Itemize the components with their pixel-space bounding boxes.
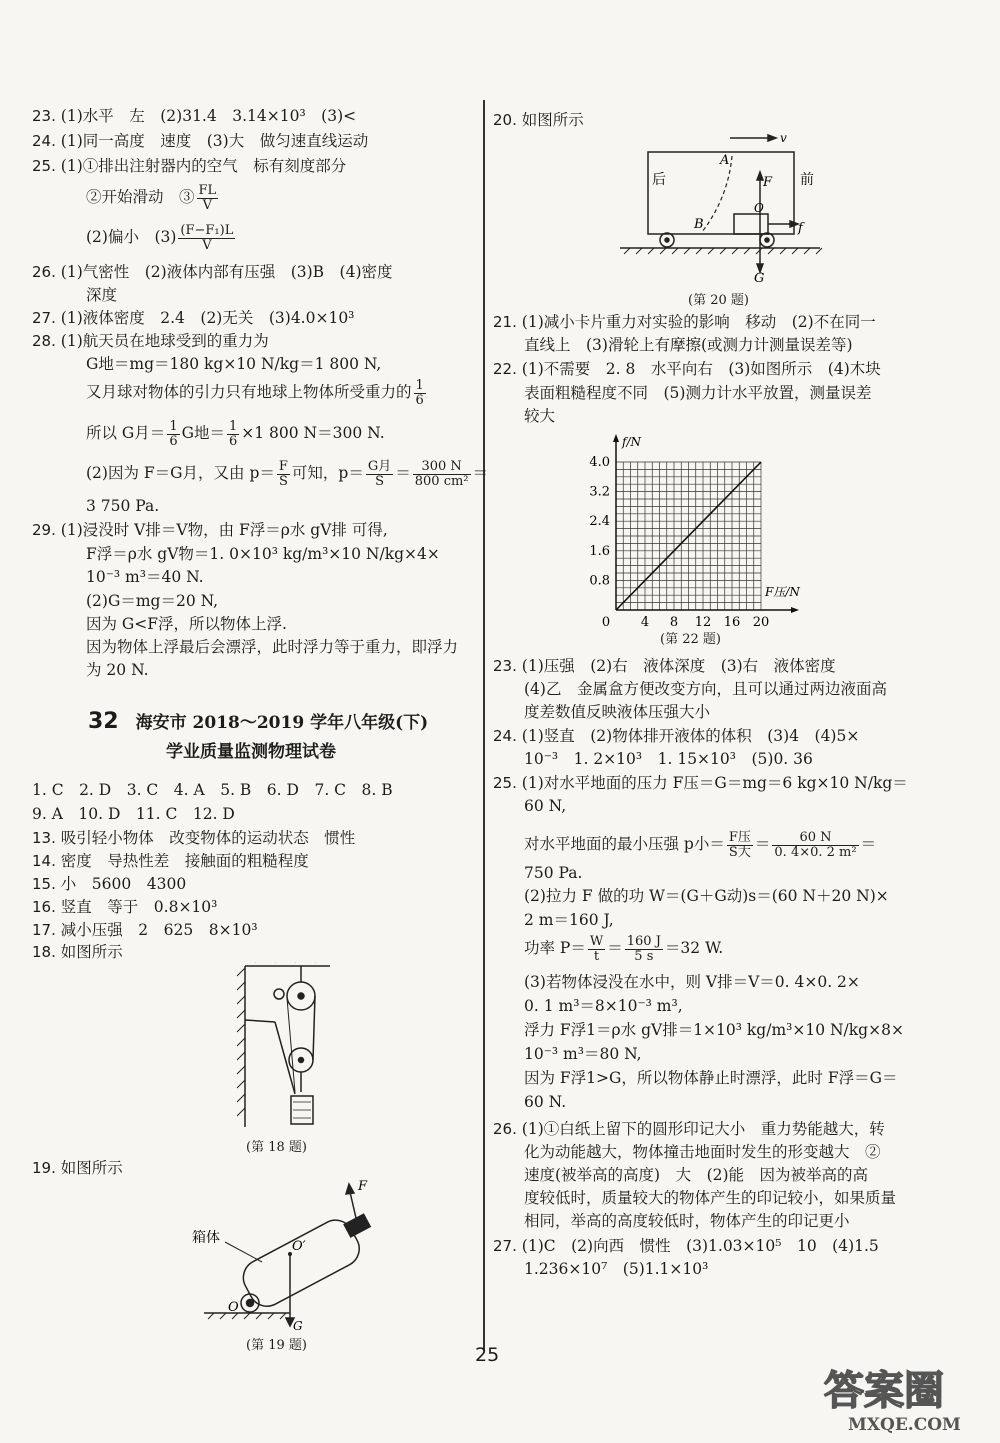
figure-18-caption: (第 18 题) [246,1140,307,1155]
fig19-label-O1: O′ [292,1239,306,1254]
fig19-label-G: G [293,1319,303,1332]
answer-26: 26. (1)气密性 (2)液体内部有压强 (3)B (4)密度 [32,263,393,281]
answer-29-line7: 为 20 N. [86,661,149,679]
answer-26r-line2: 化为动能越大，物体撞击地面时发生的形变越大 ② [524,1143,881,1161]
x-tick-label: 0 [601,615,611,630]
answer-19: 19. 如图所示 [32,1159,123,1177]
answer-28: 28. (1)航天员在地球受到的重力为 [32,332,269,350]
answer-23r-line2: (4)乙 金属盒方便改变方向，且可以通过两边液面高 [524,680,887,698]
section-subheading: 学业质量监测物理试卷 [166,742,336,762]
fig20-label-front: 前 [800,172,814,188]
answer-29-line5: 因为 G<F浮，所以物体上浮. [86,615,287,633]
figure-20-caption: (第 20 题) [688,293,749,308]
answer-27: 27. (1)液体密度 2.4 (2)无关 (3)4.0×10³ [32,309,355,327]
y-tick-label: 4.0 [589,455,610,470]
y-tick-label: 0.8 [589,573,610,589]
answer-25r-line2: 60 N, [524,797,567,815]
mc-answers-1: 1. C 2. D 3. C 4. A 5. B 6. D 7. C 8. B [32,781,393,799]
figure-19-caption: (第 19 题) [246,1338,307,1353]
fig19-label-F: F [358,1179,368,1194]
answer-24r-line2: 10⁻³ 1. 2×10³ 1. 15×10³ (5)0. 36 [524,750,813,768]
x-tick-label: 4 [640,615,650,630]
answer-25r-line13: 60 N. [524,1093,567,1111]
answer-25r-line5: (2)拉力 F 做的功 W＝(G＋G动)s＝(60 N＋20 N)× [524,887,889,905]
answer-26r-line3: 速度(被举高的高度) 大 (2)能 因为被举高的高 [524,1166,869,1184]
x-tick-label: 12 [694,615,712,630]
figure-22-chart [580,424,820,634]
y-tick-label: 2.4 [589,514,610,530]
y-tick-label: 1.6 [589,543,610,559]
svg-text:答案圈: 答案圈 [824,1367,944,1414]
answer-28-line6: 3 750 Pa. [86,497,160,515]
x-axis-arrow [791,607,799,613]
answer-25-line3: (2)偏小 (3) $\frac{\text{(F−F₁)L}}{V}$ [86,222,234,253]
x-tick-label: 16 [723,615,741,630]
column-divider [483,100,485,1350]
answer-21-line2: 直线上 (3)滑轮上有摩擦(或测力计测量误差等) [524,336,853,354]
answer-20: 20. 如图所示 [493,111,584,129]
figure-20-cart [620,128,840,288]
answer-26r: 26. (1)①白纸上留下的圆形印记大小 重力势能越大，转 [493,1120,885,1138]
y-axis-arrow [613,434,619,442]
chart-y-ticks [589,455,610,588]
answer-29-line3: 10⁻³ m³＝40 N. [86,568,204,586]
answer-25r-line11: 10⁻³ m³＝80 N, [524,1045,642,1063]
answer-25r-line9: 0. 1 m³＝8×10⁻³ m³, [524,997,683,1015]
answer-22-line2: 表面粗糙程度不同 (5)测力计水平放置，测量误差 [524,384,872,402]
chart-y-label: f/N [622,435,641,449]
answer-24: 24. (1)同一高度 速度 (3)大 做匀速直线运动 [32,132,369,150]
answer-29-line6: 因为物体上浮最后会漂浮，此时浮力等于重力，即浮力 [86,638,459,656]
answer-25r-line3: 对水平地面的最小压强 p小＝ $\frac{\text{F压}}{\text{S大}}$ ＝ $\frac{60 N}{\text{0. 4×0. 2 m²}}$ ＝ [524,829,877,860]
answer-23r: 23. (1)压强 (2)右 液体深度 (3)右 液体密度 [493,657,836,675]
answer-29-line4: (2)G＝mg＝20 N, [86,592,219,610]
section-heading: 32 海安市 2018～2019 学年八年级(下) [88,709,429,734]
answer-16: 16. 竖直 等于 0.8×10³ [32,898,218,916]
answer-25r-line7: 功率 P＝ $\frac{W}{t}$ ＝ $\frac{160 J}{5 s}$ ＝32 W. [524,933,724,964]
answer-25r-line8: (3)若物体浸没在水中，则 V排＝V＝0. 4×0. 2× [524,973,860,991]
answer-15: 15. 小 5600 4300 [32,875,187,893]
answer-26r-line5: 相同，举高的高度较低时，物体产生的印记更小 [524,1212,850,1230]
fig20-label-v: v [780,131,787,145]
answer-25r-line6: 2 m＝160 J, [524,911,614,929]
answer-25: 25. (1)①排出注射器内的空气 标有刻度部分 [32,157,347,175]
answer-21: 21. (1)减小卡片重力对实验的影响 移动 (2)不在同一 [493,313,876,331]
fig20-label-f: f [798,221,803,236]
answer-23r-line3: 度差数值反映液体压强大小 [524,703,711,721]
answer-28-line2: G地＝mg＝180 kg×10 N/kg＝1 800 N, [86,355,382,373]
answer-27r: 27. (1)C (2)向西 惯性 (3)1.03×10⁵ 10 (4)1.5 [493,1237,879,1255]
page-number: 25 [475,1344,500,1366]
answer-29-line2: F浮＝ρ水 gV物＝1. 0×10³ kg/m³×10 N/kg×4× [86,545,440,563]
answer-29: 29. (1)浸没时 V排＝V物，由 F浮＝ρ水 gV排 可得, [32,521,388,539]
answer-28-line3: 又月球对物体的引力只有地球上物体所受重力的 $\frac{1}{6}$ [86,377,424,408]
fig19-label-O: O [228,1300,239,1315]
answer-26r-line4: 度较低时，质量较大的物体产生的印记较小，如果质量 [524,1189,897,1207]
answer-23: 23. (1)水平 左 (2)31.4 3.14×10³ (3)< [32,107,357,125]
figure-18-pulley [235,962,335,1132]
y-tick-label: 3.2 [589,484,610,500]
answer-25r-line10: 浮力 F浮1＝ρ水 gV排＝1×10³ kg/m³×10 N/kg×8× [524,1021,904,1039]
answer-25-line2: ②开始滑动 ③ $\frac{FL}{V}$ [86,182,217,213]
fig20-label-O: O [754,201,764,215]
answer-25r-line4: 750 Pa. [524,864,583,882]
mc-answers-2: 9. A 10. D 11. C 12. D [32,805,235,823]
answer-17: 17. 减小压强 2 625 8×10³ [32,921,258,939]
answer-27r-line2: 1.236×10⁷ (5)1.1×10³ [524,1260,709,1278]
svg-text:MXQE.COM: MXQE.COM [848,1415,961,1435]
answer-28-line5: (2)因为 F＝G月，又由 p＝ $\frac{F}{S}$ 可知，p＝ $\frac{\text{G月}}{S}$ ＝ $\frac{300 N}{\text{800 cm²}}$ ＝ [86,458,489,489]
answer-24r: 24. (1)竖直 (2)物体排开液体的体积 (3)4 (4)5× [493,727,860,745]
fig20-label-F: F [763,175,773,190]
answer-14: 14. 密度 导热性差 接触面的粗糙程度 [32,852,309,870]
figure-19-box [180,1172,390,1332]
answer-26-line2: 深度 [86,286,118,304]
figure-22-caption: (第 22 题) [660,632,721,647]
fig20-label-B: B [694,217,704,232]
fig20-label-back: 后 [652,172,666,188]
x-tick-label: 8 [669,615,679,630]
answer-22: 22. (1)不需要 2. 8 水平向右 (3)如图所示 (4)木块 [493,360,881,378]
answer-13: 13. 吸引轻小物体 改变物体的运动状态 惯性 [32,829,356,847]
x-tick-label: 20 [752,615,770,630]
answer-25r: 25. (1)对水平地面的压力 F压＝G＝mg＝6 kg×10 N/kg＝ [493,774,908,792]
fig19-label-box: 箱体 [192,1230,220,1246]
fig20-label-G: G [754,271,765,286]
answer-25r-line12: 因为 F浮1>G，所以物体静止时漂浮，此时 F浮＝G＝ [524,1069,898,1087]
watermark-logo [818,1358,988,1436]
fig20-label-A: A [720,153,730,168]
answer-22-line3: 较大 [524,407,556,425]
chart-x-label: F压/N [765,585,800,599]
answer-28-line4: 所以 G月＝ $\frac{1}{6}$ G地＝ $\frac{1}{6}$ ×1 800 N＝300 N. [86,418,385,449]
answer-18: 18. 如图所示 [32,943,123,961]
